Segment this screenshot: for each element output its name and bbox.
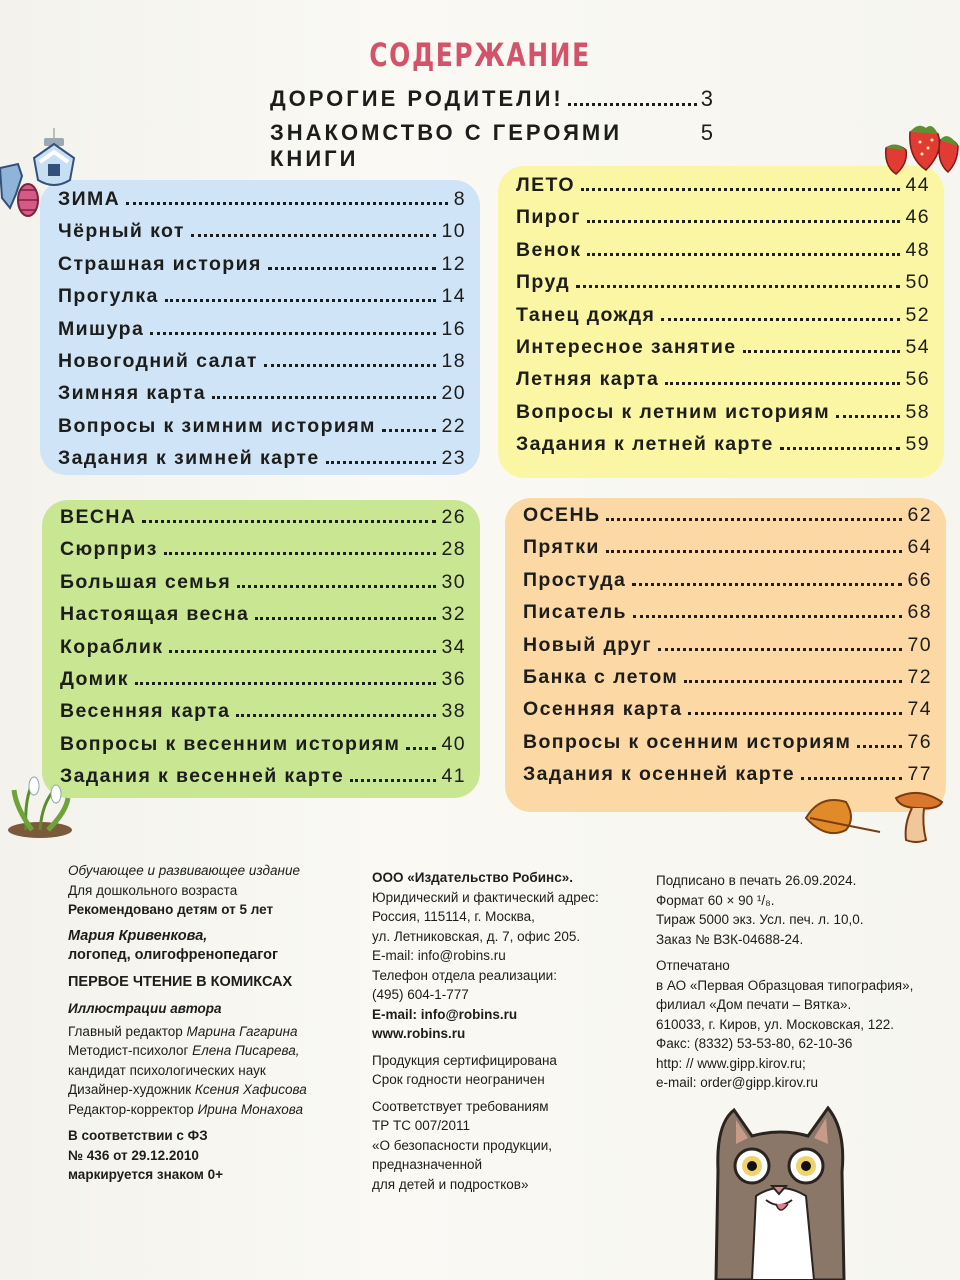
toc-entry-label: Чёрный кот <box>58 220 185 243</box>
imprint-line: предназначенной <box>372 1157 483 1172</box>
toc-entry[interactable] <box>516 271 930 303</box>
christmas-ornaments-icon <box>0 128 80 220</box>
toc-entry-label: Пирог <box>516 206 581 229</box>
imprint-line: Обучающее и развивающее издание <box>68 863 300 878</box>
toc-entry-page: 26 <box>441 506 466 528</box>
toc-entry[interactable] <box>60 765 466 797</box>
imprint-line: «О безопасности продукции, <box>372 1137 552 1153</box>
toc-entry-page: 40 <box>441 732 466 755</box>
toc-entry-page: 74 <box>907 698 932 721</box>
credit-role: Редактор-корректор <box>68 1101 198 1117</box>
toc-entry[interactable] <box>516 433 930 465</box>
toc-entry[interactable] <box>60 733 466 765</box>
toc-entry-page: 32 <box>441 603 466 626</box>
toc-entry[interactable] <box>516 304 930 336</box>
imprint-column-printing <box>656 871 946 1093</box>
toc-entry[interactable] <box>523 731 932 763</box>
leader-dots <box>606 550 902 553</box>
toc-entry[interactable] <box>60 506 466 538</box>
leader-dots <box>581 188 900 191</box>
leader-dots <box>665 382 899 385</box>
credit-name: Марина Гагарина <box>186 1023 298 1039</box>
leader-dots <box>606 518 901 521</box>
imprint-line: филиал «Дом печати – Вятка». <box>656 997 852 1012</box>
toc-entry[interactable] <box>58 253 466 285</box>
imprint-column-publisher <box>372 868 632 1194</box>
leader-dots <box>150 332 435 335</box>
toc-entry-page: 54 <box>905 335 930 358</box>
toc-entry[interactable] <box>516 206 930 238</box>
toc-entry[interactable] <box>58 447 466 479</box>
leader-dots <box>142 520 435 523</box>
toc-entry[interactable] <box>60 700 466 732</box>
toc-entry-label: Вопросы к весенним историям <box>60 732 401 755</box>
imprint-line: № 436 от 29.12.2010 <box>68 1147 199 1163</box>
credit-name: Елена Писарева, <box>192 1043 300 1058</box>
toc-entry-label: Летняя карта <box>516 368 660 391</box>
autumn-leaf-mushroom-icon <box>800 788 950 848</box>
leader-dots <box>191 234 436 237</box>
toc-entry[interactable] <box>60 571 466 603</box>
leader-dots <box>836 415 899 418</box>
email-link[interactable]: E-mail: info@robins.ru <box>372 1006 518 1022</box>
imprint-line: Формат 60 × 90 ¹/₈. <box>656 892 775 908</box>
toc-entry-label: Настоящая весна <box>60 603 250 626</box>
toc-entry-label: Задания к осенней карте <box>523 763 796 786</box>
toc-entry-page: 56 <box>905 368 930 391</box>
toc-entry-page: 16 <box>441 317 466 340</box>
toc-entry-page: 3 <box>700 86 716 111</box>
toc-entry-label: Пруд <box>516 271 571 294</box>
leader-dots <box>688 712 901 715</box>
toc-entry-label: Вопросы к осенним историям <box>523 730 852 753</box>
toc-entry-page: 72 <box>907 665 932 688</box>
spring-entries <box>60 506 466 798</box>
snowdrops-icon <box>4 768 76 840</box>
leader-dots <box>350 779 435 782</box>
toc-entry-label: ОСЕНЬ <box>523 504 601 526</box>
leader-dots <box>801 777 901 780</box>
imprint-line: Россия, 115114, г. Москва, <box>372 909 535 924</box>
toc-entry-page: 76 <box>907 730 932 753</box>
leader-dots <box>135 682 436 685</box>
toc-entry-page: 5 <box>700 120 716 145</box>
imprint-line <box>68 1022 358 1042</box>
toc-entry[interactable] <box>516 174 930 206</box>
imprint-line: Факс: (8332) 53-53-80, 62-10-36 <box>656 1036 853 1051</box>
toc-entry-page: 58 <box>905 400 930 423</box>
leader-dots <box>658 648 901 651</box>
toc-entry-page: 23 <box>441 447 466 470</box>
toc-entry[interactable] <box>58 285 466 317</box>
toc-entry[interactable] <box>270 86 716 120</box>
toc-entry-page: 52 <box>905 303 930 326</box>
imprint-line: Заказ № ВЗК-04688-24. <box>656 931 804 947</box>
toc-entry-page: 77 <box>907 763 932 786</box>
toc-entry[interactable] <box>58 188 466 220</box>
toc-entry[interactable] <box>60 636 466 668</box>
toc-entry-page: 70 <box>907 633 932 656</box>
toc-entry[interactable] <box>58 220 466 252</box>
toc-entry-page: 50 <box>905 271 930 294</box>
toc-entry[interactable] <box>523 536 932 568</box>
imprint-line <box>68 1080 358 1100</box>
toc-entry-page: 14 <box>441 285 466 308</box>
leader-dots <box>326 461 436 464</box>
imprint-column-editorial <box>68 861 358 1185</box>
imprint-line: Продукция сертифицирована <box>372 1052 557 1068</box>
imprint-line: в АО «Первая Образцовая типография», <box>656 977 914 993</box>
toc-entry-label: Интересное занятие <box>516 335 737 358</box>
leader-dots <box>382 429 436 432</box>
leader-dots <box>169 650 435 653</box>
toc-entry[interactable] <box>523 569 932 601</box>
leader-dots <box>743 350 900 353</box>
toc-entry-page: 59 <box>905 433 930 456</box>
autumn-entries <box>523 504 932 796</box>
website-link[interactable]: http: // www.gipp.kirov.ru; <box>656 1055 806 1071</box>
toc-entry[interactable] <box>523 698 932 730</box>
leader-dots <box>661 318 899 321</box>
toc-entry[interactable] <box>516 368 930 400</box>
toc-entry[interactable] <box>58 318 466 350</box>
credit-role: Методист-психолог <box>68 1043 193 1058</box>
author-role: логопед, олигофренопедагог <box>68 947 279 963</box>
imprint-line <box>68 1100 358 1120</box>
toc-entry-page: 68 <box>907 601 932 624</box>
toc-entry[interactable] <box>523 666 932 698</box>
toc-entry-page: 66 <box>907 568 932 591</box>
leader-dots <box>236 714 435 717</box>
toc-entry[interactable] <box>58 382 466 414</box>
website-link[interactable]: www.robins.ru <box>372 1026 466 1041</box>
leader-dots <box>406 747 435 750</box>
toc-entry-page: 8 <box>453 188 466 210</box>
toc-entry-label: ЛЕТО <box>516 174 575 196</box>
toc-entry-label: Осенняя карта <box>523 698 683 721</box>
spring-section <box>42 500 480 798</box>
toc-entry[interactable] <box>516 336 930 368</box>
leader-dots <box>684 680 901 683</box>
toc-entry-label: Прогулка <box>58 285 159 308</box>
autumn-section <box>505 498 946 812</box>
leader-dots <box>165 299 436 302</box>
toc-entry-label: Сюрприз <box>60 538 158 561</box>
imprint-line: Тираж 5000 экз. Усл. печ. л. 10,0. <box>656 912 864 927</box>
leader-dots <box>237 585 435 588</box>
toc-entry-page: 18 <box>441 349 466 372</box>
toc-entry-page: 41 <box>441 765 466 788</box>
email-link[interactable]: e-mail: order@gipp.kirov.ru <box>656 1075 819 1090</box>
summer-section <box>498 166 944 478</box>
toc-entry-label: Новогодний салат <box>58 349 258 372</box>
imprint-line: Юридический и фактический адрес: <box>372 889 599 905</box>
credit-role: Дизайнер-художник <box>68 1082 195 1097</box>
page-title: СОДЕРЖАНИЕ <box>369 36 591 74</box>
toc-entry[interactable] <box>523 601 932 633</box>
series-title: ПЕРВОЕ ЧТЕНИЕ В КОМИКСАХ <box>68 973 293 990</box>
imprint-line: Рекомендовано детям от 5 лет <box>68 902 274 917</box>
author-name: Мария Кривенкова, <box>68 927 208 944</box>
toc-entry-label: ДОРОГИЕ РОДИТЕЛИ! <box>270 86 564 111</box>
toc-entry-page: 22 <box>441 414 466 437</box>
imprint-line: Телефон отдела реализации: <box>372 967 557 983</box>
toc-entry-page: 34 <box>441 635 466 658</box>
imprint-line: 610033, г. Киров, ул. Московская, 122. <box>656 1016 895 1032</box>
toc-entry[interactable] <box>58 415 466 447</box>
toc-entry-label: Большая семья <box>60 570 232 593</box>
toc-entry-label: Банка с летом <box>523 665 679 688</box>
toc-entry[interactable] <box>60 538 466 570</box>
publisher-name: ООО «Издательство Робинс». <box>372 870 573 885</box>
toc-entry-label: ЗИМА <box>58 188 121 210</box>
summer-entries <box>516 174 930 466</box>
toc-entry-page: 28 <box>441 538 466 561</box>
toc-entry-label: Новый друг <box>523 633 653 656</box>
winter-section <box>40 180 480 475</box>
credit-name: Ирина Монахова <box>197 1101 303 1117</box>
winter-entries <box>58 188 466 480</box>
toc-entry-label: Зимняя карта <box>58 382 207 405</box>
toc-entry-label: Кораблик <box>60 635 164 658</box>
leader-dots <box>633 615 902 618</box>
toc-entry[interactable] <box>270 120 716 171</box>
toc-entry-label: ВЕСНА <box>60 506 137 528</box>
toc-entry-label: Задания к зимней карте <box>58 447 320 470</box>
toc-entry-label: Вопросы к летним историям <box>516 400 831 423</box>
toc-entry[interactable] <box>516 401 930 433</box>
leader-dots <box>632 583 901 586</box>
leader-dots <box>857 745 901 748</box>
imprint-line <box>68 1041 358 1061</box>
toc-entry-label: Прятки <box>523 536 600 559</box>
toc-entry-label: Танец дождя <box>516 303 656 326</box>
toc-entry-label: Венок <box>516 238 582 261</box>
leader-dots <box>212 396 435 399</box>
toc-entry-page: 44 <box>905 174 930 196</box>
toc-entry-label: Простуда <box>523 568 627 591</box>
imprint-line: для детей и подростков» <box>372 1176 529 1192</box>
imprint-line: Отпечатано <box>656 958 730 973</box>
toc-entry-page: 38 <box>441 700 466 723</box>
leader-dots <box>268 267 436 270</box>
toc-entry[interactable] <box>523 634 932 666</box>
toc-entry-label: ЗНАКОМСТВО С ГЕРОЯМИ КНИГИ <box>270 120 623 171</box>
toc-entry-label: Мишура <box>58 317 145 340</box>
imprint-line: Для дошкольного возраста <box>68 882 238 898</box>
leader-dots <box>255 617 435 620</box>
toc-entry-label: Писатель <box>523 601 627 624</box>
toc-entry-label: Задания к летней карте <box>516 433 774 456</box>
leader-dots <box>576 285 899 288</box>
imprint-line: Соответствует требованиям <box>372 1098 549 1114</box>
toc-entry-page: 46 <box>905 206 930 229</box>
imprint-line: Срок годности неограничен <box>372 1072 545 1087</box>
toc-entry-page: 20 <box>441 382 466 405</box>
imprint-line: В соответствии с ФЗ <box>68 1128 208 1143</box>
toc-entry-page: 48 <box>905 238 930 261</box>
leader-dots <box>587 253 899 256</box>
toc-entry-page: 64 <box>907 536 932 559</box>
toc-entry-label: Вопросы к зимним историям <box>58 414 376 437</box>
toc-entry-page: 36 <box>441 667 466 690</box>
toc-entry-page: 62 <box>907 504 932 526</box>
toc-entry[interactable] <box>60 603 466 635</box>
cat-illustration-icon <box>696 1100 866 1280</box>
imprint-line: E-mail: info@robins.ru <box>372 948 506 963</box>
toc-entry[interactable] <box>60 668 466 700</box>
leader-dots <box>780 447 900 450</box>
toc-entry-label: Домик <box>60 667 129 690</box>
leader-dots <box>568 103 697 106</box>
imprint-line: Иллюстрации автора <box>68 1001 222 1016</box>
credit-role: Главный редактор <box>68 1023 187 1039</box>
leader-dots <box>164 552 436 555</box>
leader-dots <box>126 202 448 205</box>
toc-entry-label: Весенняя карта <box>60 700 231 723</box>
toc-entry[interactable] <box>523 504 932 536</box>
intro-list <box>270 86 716 171</box>
strawberries-icon <box>880 118 960 176</box>
imprint-line: Подписано в печать 26.09.2024. <box>656 873 857 888</box>
toc-entry-label: Страшная история <box>58 252 262 275</box>
toc-entry[interactable] <box>516 239 930 271</box>
toc-entry-label: Задания к весенней карте <box>60 765 345 788</box>
imprint-line: ТР ТС 007/2011 <box>372 1118 471 1133</box>
toc-entry-page: 10 <box>441 220 466 243</box>
imprint-line: маркируется знаком 0+ <box>68 1167 224 1182</box>
imprint-line: ул. Летниковская, д. 7, офис 205. <box>372 928 581 944</box>
imprint-line: кандидат психологических наук <box>68 1062 266 1078</box>
credit-name: Ксения Хафисова <box>194 1082 307 1097</box>
toc-entry-page: 12 <box>441 252 466 275</box>
toc-entry[interactable] <box>58 350 466 382</box>
leader-dots <box>264 364 436 367</box>
toc-entry-page: 30 <box>441 570 466 593</box>
leader-dots <box>587 220 900 223</box>
imprint-line: (495) 604-1-777 <box>372 987 469 1002</box>
